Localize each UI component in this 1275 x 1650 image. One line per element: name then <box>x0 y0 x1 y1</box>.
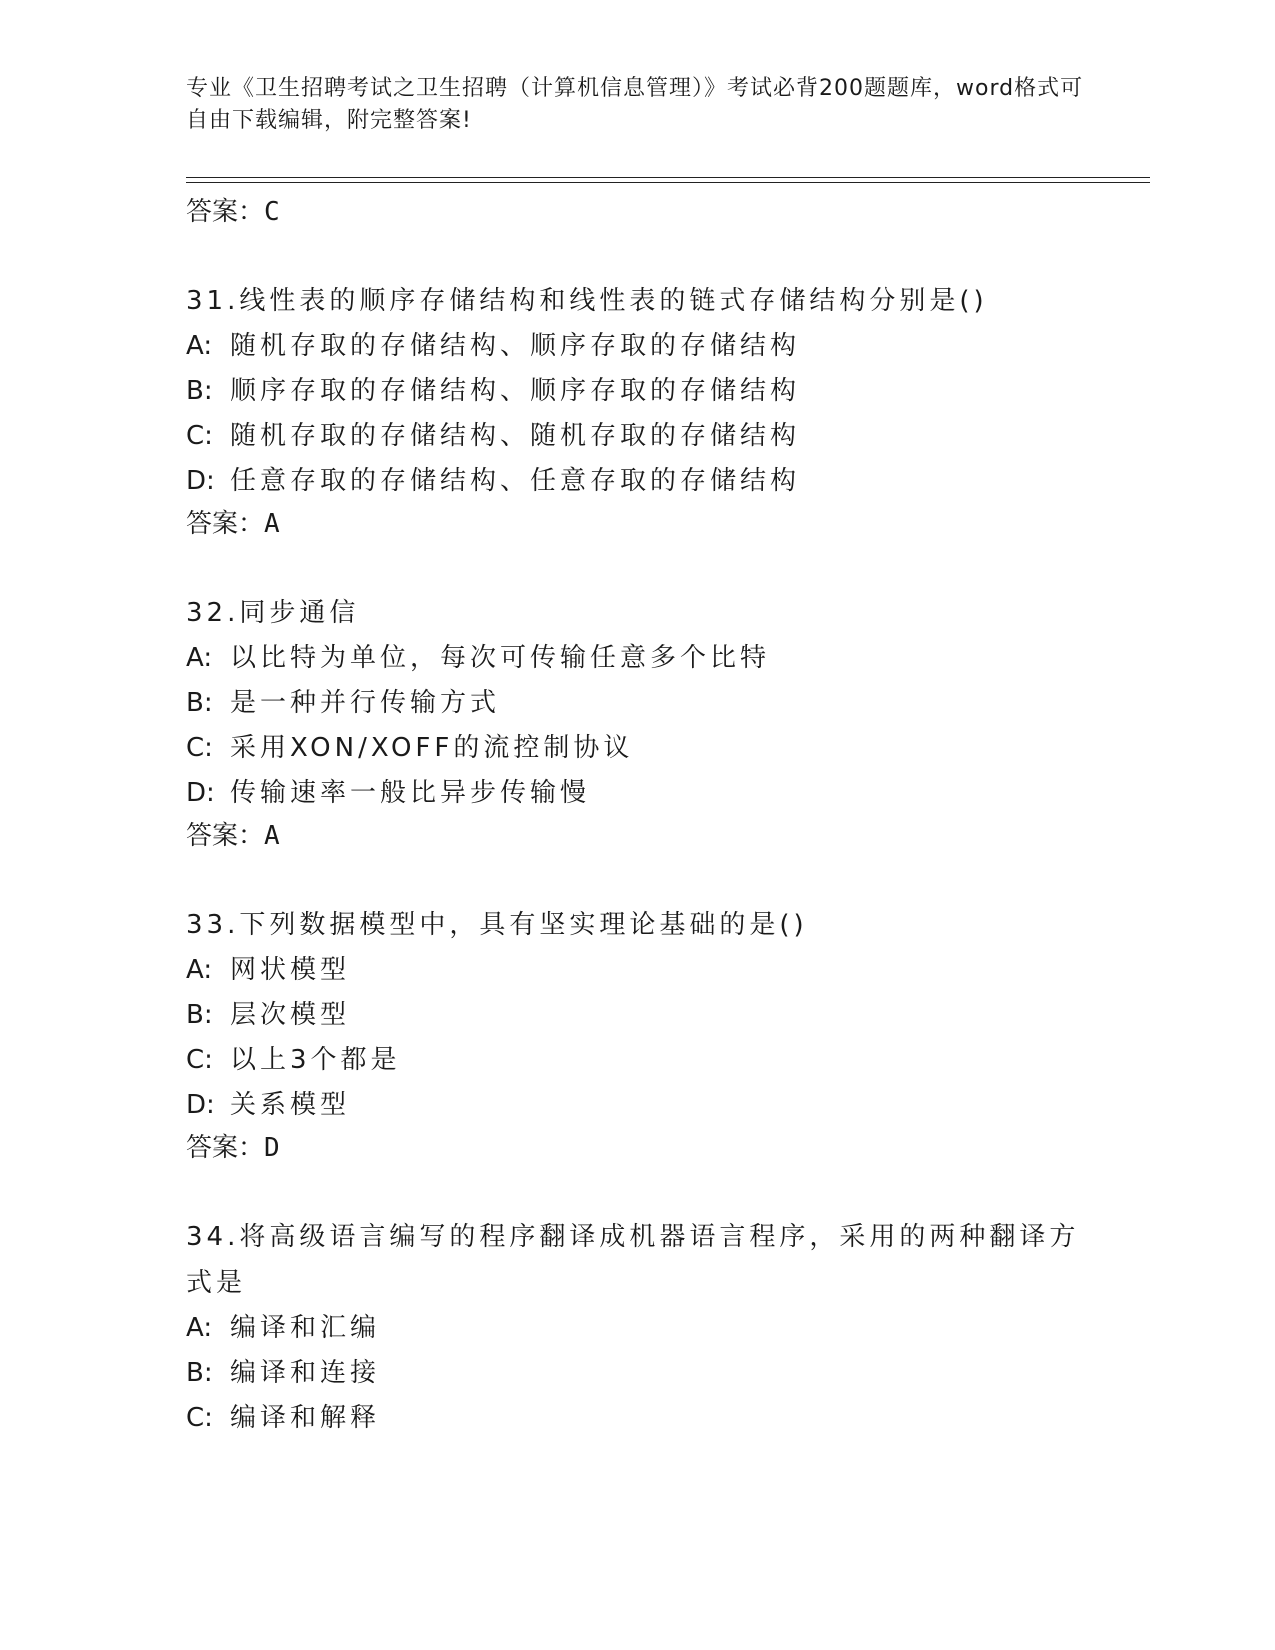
option-text: 以上3个都是 <box>230 1045 401 1075</box>
option-key: D: <box>186 466 215 496</box>
option-text: 传输速率一般比异步传输慢 <box>230 778 591 808</box>
question-34 <box>186 1214 1086 1441</box>
option-text: 编译和连接 <box>230 1358 381 1388</box>
option-text: 编译和解释 <box>230 1403 381 1433</box>
option-key: C: <box>186 1403 213 1433</box>
option-b <box>186 369 1086 414</box>
question-33 <box>186 902 1086 1168</box>
option-text: 随机存取的存储结构、随机存取的存储结构 <box>230 421 801 451</box>
option-key: C: <box>186 1045 213 1075</box>
option-key: B: <box>186 688 213 718</box>
option-text: 层次模型 <box>230 1000 351 1030</box>
answer-value: D <box>264 1133 280 1163</box>
option-b <box>186 993 1086 1038</box>
document-body <box>186 188 1086 1441</box>
option-key: C: <box>186 421 213 451</box>
answer-label: 答案： <box>186 197 265 227</box>
option-text: 采用XON/XOFF的流控制协议 <box>230 733 634 763</box>
option-text: 关系模型 <box>230 1090 351 1120</box>
answer-line <box>186 1128 1086 1168</box>
option-key: A: <box>186 643 213 673</box>
answer-line <box>186 816 1086 856</box>
question-32 <box>186 590 1086 856</box>
option-key: B: <box>186 1000 213 1030</box>
option-c <box>186 414 1086 459</box>
header-rule-bottom <box>186 182 1150 183</box>
question-text: 34.将高级语言编写的程序翻译成机器语言程序，采用的两种翻译方式是 <box>186 1222 1080 1298</box>
option-text: 是一种并行传输方式 <box>230 688 501 718</box>
answer-label: 答案： <box>186 821 265 851</box>
answer-value: C <box>264 197 280 227</box>
option-a <box>186 324 1086 369</box>
question-31 <box>186 278 1086 544</box>
option-a <box>186 948 1086 993</box>
option-text: 以比特为单位，每次可传输任意多个比特 <box>230 643 771 673</box>
option-a <box>186 636 1086 681</box>
option-b <box>186 1351 1086 1396</box>
option-key: D: <box>186 778 215 808</box>
option-key: C: <box>186 733 213 763</box>
option-d <box>186 1083 1086 1128</box>
answer-line <box>186 504 1086 544</box>
option-d <box>186 771 1086 816</box>
option-key: B: <box>186 1358 213 1388</box>
question-text: 31.线性表的顺序存储结构和线性表的链式存储结构分别是() <box>186 286 988 316</box>
answer-value: A <box>264 509 280 539</box>
option-d <box>186 459 1086 504</box>
option-text: 随机存取的存储结构、顺序存取的存储结构 <box>230 331 801 361</box>
option-key: D: <box>186 1090 215 1120</box>
option-key: A: <box>186 955 213 985</box>
answer-line <box>186 192 1086 232</box>
option-b <box>186 681 1086 726</box>
option-text: 编译和汇编 <box>230 1313 381 1343</box>
option-c <box>186 726 1086 771</box>
option-c <box>186 1396 1086 1441</box>
header-rule-top <box>186 177 1150 178</box>
answer-label: 答案： <box>186 1133 265 1163</box>
answer-label: 答案： <box>186 509 265 539</box>
answer-value: A <box>264 821 280 851</box>
option-key: A: <box>186 331 213 361</box>
option-text: 任意存取的存储结构、任意存取的存储结构 <box>230 466 801 496</box>
option-c <box>186 1038 1086 1083</box>
option-key: B: <box>186 376 213 406</box>
document-intro: 专业《卫生招聘考试之卫生招聘（计算机信息管理）》考试必背200题题库，word格式可自由下载编辑，附完整答案! <box>186 76 1084 133</box>
option-a <box>186 1306 1086 1351</box>
question-text: 32.同步通信 <box>186 598 360 628</box>
option-key: A: <box>186 1313 213 1343</box>
question-text: 33.下列数据模型中，具有坚实理论基础的是() <box>186 910 808 940</box>
option-text: 网状模型 <box>230 955 351 985</box>
option-text: 顺序存取的存储结构、顺序存取的存储结构 <box>230 376 801 406</box>
